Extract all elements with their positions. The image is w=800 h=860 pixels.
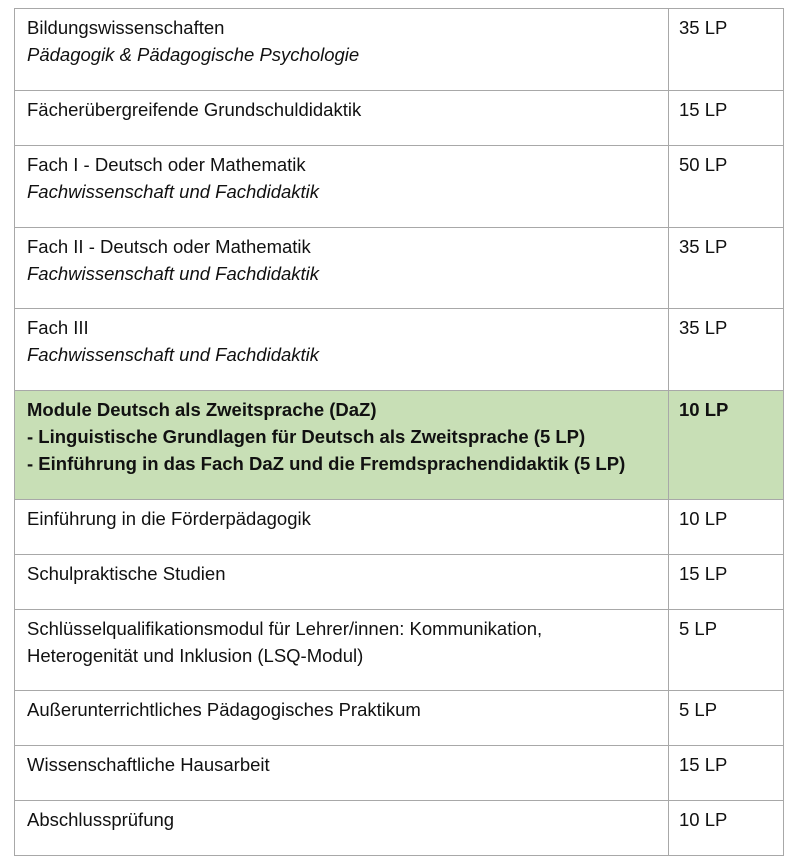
module-cell [15,228,669,309]
module-cell [15,309,669,391]
module-subtitle: Pädagogik & Pädagogische Psychologie [27,44,360,65]
credit-points: 15 LP [669,746,784,801]
module-cell [15,500,669,555]
module-title: Fach III [27,317,89,338]
module-title: Schlüsselqualifikationsmodul für Lehrer/innen: Kommunikation, [27,618,543,639]
table-row [15,610,784,691]
table-row [15,746,784,801]
credit-points: 10 LP [669,500,784,555]
table-row [15,309,784,391]
module-subtitle: Fachwissenschaft und Fachdidaktik [27,181,320,202]
module-title: Abschlussprüfung [27,809,175,830]
credit-points: 35 LP [669,228,784,309]
module-subtitle: Fachwissenschaft und Fachdidaktik [27,263,320,284]
credit-points: 15 LP [669,91,784,146]
table-row [15,801,784,856]
module-title: Fach II - Deutsch oder Mathematik [27,236,311,257]
module-title: Wissenschaftliche Hausarbeit [27,754,270,775]
table-row-daz [15,391,784,500]
module-cell [15,555,669,610]
module-cell [15,146,669,228]
table-row [15,691,784,746]
table-row [15,9,784,91]
credit-points: 35 LP [669,309,784,391]
module-subtitle: Fachwissenschaft und Fachdidaktik [27,344,320,365]
module-detail: Heterogenität und Inklusion (LSQ-Modul) [27,645,364,666]
credit-points: 50 LP [669,146,784,228]
module-cell [15,610,669,691]
table-row [15,228,784,309]
module-cell [15,746,669,801]
credit-points: 10 LP [669,801,784,856]
credit-points: 35 LP [669,9,784,91]
module-cell [15,691,669,746]
module-cell [15,801,669,856]
table-row [15,555,784,610]
module-detail: - Linguistische Grundlagen für Deutsch als Zweitsprache (5 LP) [27,426,586,447]
module-title: Fächerübergreifende Grundschuldidaktik [27,99,362,120]
table-row [15,146,784,228]
module-cell [15,391,669,500]
credit-points: 5 LP [669,610,784,691]
table-row [15,91,784,146]
module-title: Bildungswissenschaften [27,17,225,38]
module-cell [15,91,669,146]
module-cell [15,9,669,91]
curriculum-table [14,8,784,856]
module-title: Einführung in die Förderpädagogik [27,508,311,529]
credit-points: 15 LP [669,555,784,610]
credit-points: 5 LP [669,691,784,746]
table-row [15,500,784,555]
module-title: Fach I - Deutsch oder Mathematik [27,154,306,175]
module-detail: - Einführung in das Fach DaZ und die Fremdsprachendidaktik (5 LP) [27,453,626,474]
module-title: Schulpraktische Studien [27,563,226,584]
module-title: Module Deutsch als Zweitsprache (DaZ) [27,399,377,420]
module-title: Außerunterrichtliches Pädagogisches Praktikum [27,699,421,720]
credit-points: 10 LP [669,391,784,500]
